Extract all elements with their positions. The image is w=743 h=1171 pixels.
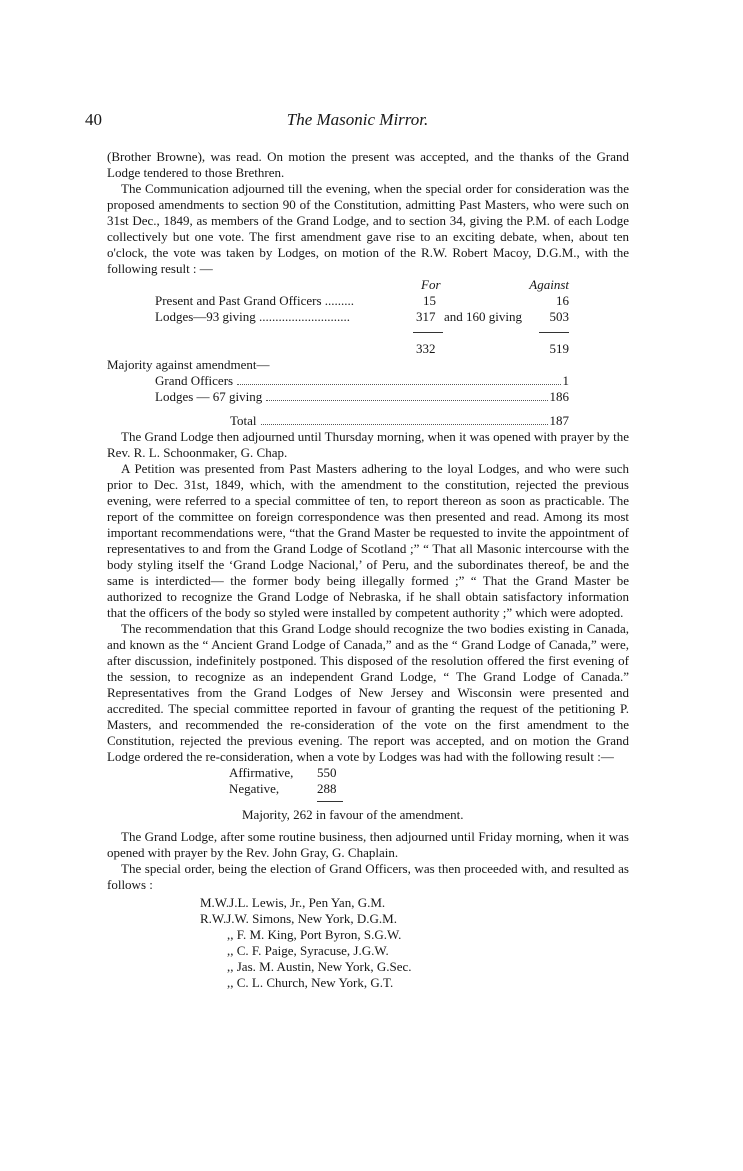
paragraph-petition: A Petition was presented from Past Masters adhering to the loyal Lodges, and who were such prior to Dec. 31st, 1849, which, with the amendment to the constitution, rejected the previous evening, were referred to a special committee of ten, to report thereon as soon as practicable. The report of the committee on foreign correspondence was then presented and read. Among its most important recommendations were, “that the Grand Master be requested to invite the appointment of representatives to and from the Grand Lodge of Scotland ;” “ That all Masonic intercourse with the body styling itself the ‘Grand Lodge Nacional,’ of Peru, and the subordinates thereof, be and the same is interdicted— the former body being illegally formed ;” “ That the Grand Master be authorized to recognize the Grand Lodge of Nebraska, if he shall obtain satisfactory information that the officers of the body so styled were installed by competent authority ;” which were adopted. (107, 461, 629, 620)
vote-for-value: 15 (423, 293, 436, 308)
officer-entry: M.W.J.L. Lewis, Jr., Pen Yan, G.M. (200, 895, 386, 910)
vote-total-for: 332 (416, 341, 436, 356)
majority-row-grand-officers (155, 373, 569, 389)
against-column-label: Against (529, 277, 569, 292)
negative-row (229, 781, 359, 797)
affirmative-value: 550 (317, 765, 337, 780)
sum-rule (539, 332, 569, 333)
majority-value: 1 (562, 373, 569, 388)
majority-heading: Majority against amendment— (107, 357, 270, 372)
page-header (85, 110, 630, 132)
paragraph-election: The special order, being the election of Grand Officers, was then proceeded with, and resulted as follows : (107, 861, 629, 892)
officers-list (200, 895, 629, 991)
officer-entry: ,, C. L. Church, New York, G.T. (227, 975, 394, 990)
paragraph-friday: The Grand Lodge, after some routine business, then adjourned until Friday morning, when it was opened with prayer by the Rev. John Gray, G. Chaplain. (107, 829, 629, 860)
dot-leader (237, 384, 560, 385)
dot-leader (266, 400, 547, 401)
affirmative-label: Affirmative, (229, 765, 294, 780)
officer-entry: R.W.J.W. Simons, New York, D.G.M. (200, 911, 397, 926)
vote-against-value: 503 (549, 309, 569, 324)
majority-label: Lodges — 67 giving (155, 389, 263, 404)
paragraph-communication: The Communication adjourned till the evening, when the special order for consideration was the proposed amendments to section 90 of the Constitution, admitting Past Masters, who were such on 31st Dec., 1849, as members of the Grand Lodge, and to section 34, giving the P.M. of each Lodge collectively but one vote. The first amendment gave rise to an exciting debate, when, about ten o'clock, the vote was taken by Lodges, on motion of the R.W. Robert Macoy, D.G.M., with the following result : — (107, 181, 629, 276)
negative-value: 288 (317, 781, 337, 796)
majority-value: 186 (549, 389, 569, 404)
majority-row-total (155, 413, 569, 429)
majority-label: Grand Officers (155, 373, 234, 388)
negative-label: Negative, (229, 781, 280, 796)
vote-for-value: 317 (416, 309, 436, 324)
vote-and-giving: and 160 giving (444, 309, 522, 324)
paragraph-continuation: (Brother Browne), was read. On motion the present was accepted, and the thanks of the Grand Lodge tendered to those Brethren. (107, 149, 629, 180)
vote-against-value: 16 (556, 293, 569, 308)
officer-entry: ,, Jas. M. Austin, New York, G.Sec. (227, 959, 412, 974)
tally-rule-row (229, 797, 359, 805)
sum-rule (317, 801, 343, 802)
majority-row-lodges (155, 389, 569, 405)
for-column-label: For (421, 277, 441, 292)
vote-row-grand-officers (155, 293, 569, 309)
dot-leader (261, 424, 548, 425)
vote-header-row (155, 277, 569, 293)
majority-total-value: 187 (549, 413, 569, 428)
paragraph-canada: The recommendation that this Grand Lodge should recognize the two bodies existing in Canada, and known as the “ Ancient Grand Lodge of Canada,” and as the “ Grand Lodge of Canada,” were, after discussion, indefinitely postponed. This disposed of the resolution offered the first evening of the session, to recognize as an independent Grand Lodge, “ The Grand Lodge of Canada.” Representatives from the Grand Lodges of New Jersey and Wisconsin were presented and accredited. The special committee reported in favour of granting the request of the petitioning P. Masters, and recommended the re-consideration of the vote on the first amendment to the Constitution, rejected the previous evening. The report was accepted, and on motion the Grand Lodge ordered the re-consideration, when a vote by Lodges was had with the following result :— (107, 621, 629, 764)
majority-table (155, 373, 569, 429)
sum-rule (413, 332, 443, 333)
vote-row-label: Lodges—93 giving ............................ (155, 309, 350, 324)
page-number: 40 (85, 110, 102, 129)
vote-row-label: Present and Past Grand Officers ......... (155, 293, 355, 308)
article-body (107, 149, 629, 991)
first-vote-table (155, 277, 569, 357)
second-vote-tally (229, 765, 359, 805)
vote-total-against: 519 (549, 341, 569, 356)
vote-total-row (155, 341, 569, 357)
majority-result: Majority, 262 in favour of the amendment. (242, 807, 464, 822)
officer-entry: ,, C. F. Paige, Syracuse, J.G.W. (227, 943, 389, 958)
vote-row-lodges (155, 309, 569, 325)
paragraph-adjourned-thursday: The Grand Lodge then adjourned until Thursday morning, when it was opened with prayer by the Rev. R. L. Schoonmaker, G. Chap. (107, 429, 629, 460)
running-title: The Masonic Mirror. (286, 110, 429, 129)
majority-total-label: Total (230, 413, 257, 428)
vote-rule-row (155, 325, 569, 341)
officer-entry: ,, F. M. King, Port Byron, S.G.W. (227, 927, 402, 942)
affirmative-row (229, 765, 359, 781)
